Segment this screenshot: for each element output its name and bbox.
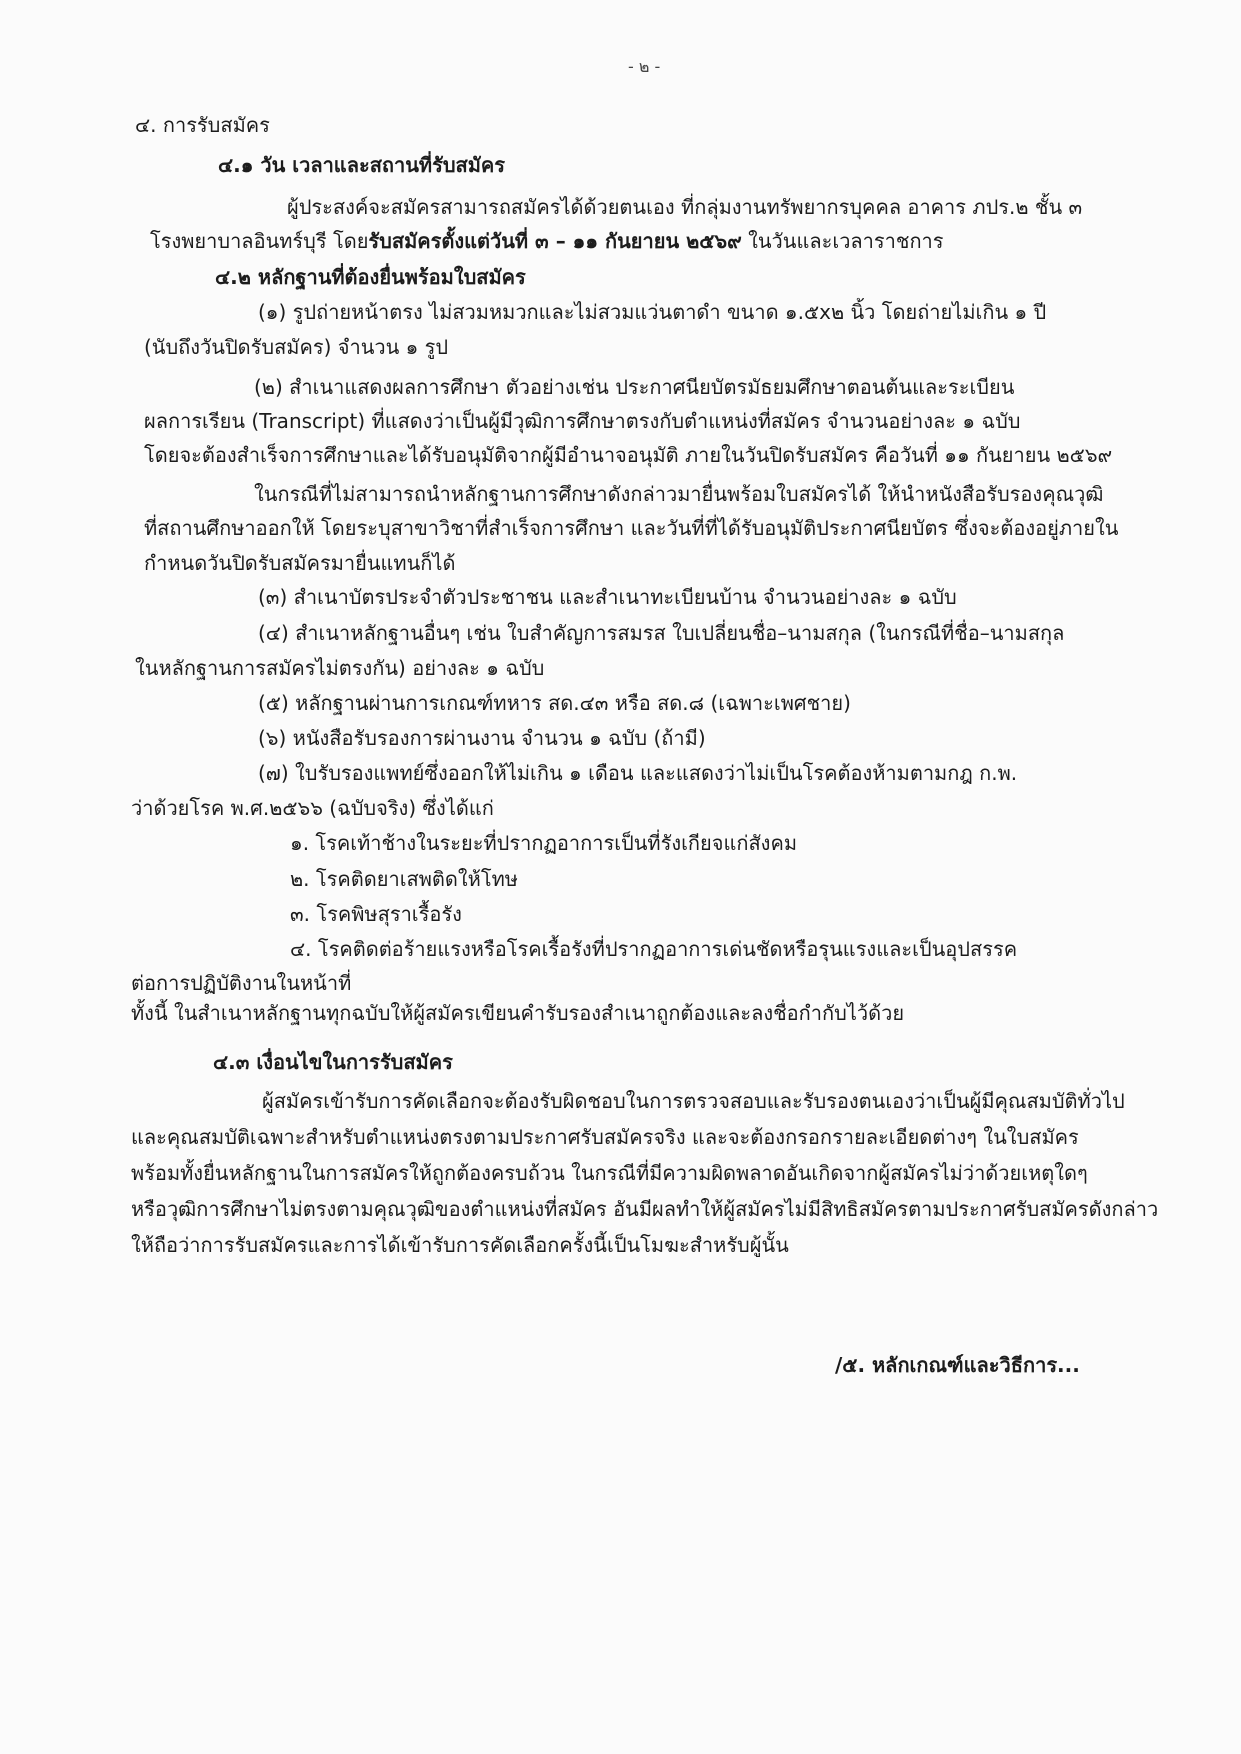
item-5: (๕) หลักฐานผ่านการเกณฑ์ทหาร สด.๔๓ หรือ สด.๘ (เฉพาะเพศชาย) — [258, 691, 851, 715]
section-4-1-line1: ผู้ประสงค์จะสมัครสามารถสมัครได้ด้วยตนเอง ที่กลุ่มงานทรัพยากรบุคคล อาคาร ภปร.๒ ชั้น ๓ — [287, 195, 1083, 219]
item-3: (๓) สำเนาบัตรประจำตัวประชาชน และสำเนาทะเบียนบ้าน จำนวนอย่างละ ๑ ฉบับ — [258, 585, 957, 609]
section-4-3-line1: ผู้สมัครเข้ารับการคัดเลือกจะต้องรับผิดชอบในการตรวจสอบและรับรองตนเองว่าเป็นผู้มีคุณสมบัติทั่วไป — [262, 1089, 1125, 1113]
section-4-1-line2 — [150, 226, 944, 256]
section-4-3-line4: หรือวุฒิการศึกษาไม่ตรงตามคุณวุฒิของตำแหน่งที่สมัคร อันมีผลทำให้ผู้สมัครไม่มีสิทธิสมัครตามประกาศรับสมัครดังกล่าว — [131, 1197, 1159, 1221]
page-number: - ๒ - — [628, 57, 661, 76]
item-1-line2: (นับถึงวันปิดรับสมัคร) จำนวน ๑ รูป — [144, 335, 449, 359]
section-4-1-line2-start: โรงพยาบาลอินทร์บุรี โดย — [150, 229, 369, 253]
disease-4-line1: ๔. โรคติดต่อร้ายแรงหรือโรคเรื้อรังที่ปรากฏอาการเด่นชัดหรือรุนแรงและเป็นอุปสรรค — [290, 937, 1018, 961]
section-4-3-line3: พร้อมทั้งยื่นหลักฐานในการสมัครให้ถูกต้องครบถ้วน ในกรณีที่มีความผิดพลาดอันเกิดจากผู้สมัครไม่ว่าด้วยเหตุใดๆ — [131, 1161, 1088, 1185]
disease-1: ๑. โรคเท้าช้างในระยะที่ปรากฏอาการเป็นที่รังเกียจแก่สังคม — [290, 831, 798, 855]
disease-2: ๒. โรคติดยาเสพติดให้โทษ — [290, 867, 518, 891]
item-6: (๖) หนังสือรับรองการผ่านงาน จำนวน ๑ ฉบับ (ถ้ามี) — [258, 726, 706, 750]
certification-note: ทั้งนี้ ในสำเนาหลักฐานทุกฉบับให้ผู้สมัครเขียนคำรับรองสำเนาถูกต้องและลงชื่อกำกับไว้ด้วย — [131, 1001, 905, 1025]
item-1-line1: (๑) รูปถ่ายหน้าตรง ไม่สวมหมวกและไม่สวมแว่นตาดำ ขนาด ๑.๕x๒ นิ้ว โดยถ่ายไม่เกิน ๑ ปี — [258, 300, 1047, 324]
section-heading: ๔. การรับสมัคร — [135, 113, 270, 137]
section-4-1-title: ๔.๑ วัน เวลาและสถานที่รับสมัคร — [218, 153, 506, 177]
application-period: รับสมัครตั้งแต่วันที่ ๓ – ๑๑ กันยายน ๒๕๖๙ — [368, 229, 742, 253]
item-7-line2: ว่าด้วยโรค พ.ศ.๒๕๖๖ (ฉบับจริง) ซึ่งได้แก่ — [131, 796, 494, 820]
item-2-line4: ในกรณีที่ไม่สามารถนำหลักฐานการศึกษาดังกล่าวมายื่นพร้อมใบสมัครได้ ให้นำหนังสือรับรองคุณวุฒิ — [254, 482, 1104, 506]
item-2-line5: ที่สถานศึกษาออกให้ โดยระบุสาขาวิชาที่สำเร็จการศึกษา และวันที่ที่ได้รับอนุมัติประกาศนียบัตร ซึ่งจะต้องอยู่ภายใน — [144, 516, 1119, 540]
item-2-line3: โดยจะต้องสำเร็จการศึกษาและได้รับอนุมัติจากผู้มีอำนาจอนุมัติ ภายในวันปิดรับสมัคร คือวันที่ ๑๑ กันยายน ๒๕๖๙ — [144, 443, 1113, 467]
item-4-line2: ในหลักฐานการสมัครไม่ตรงกัน) อย่างละ ๑ ฉบับ — [135, 656, 545, 680]
section-4-3-line2: และคุณสมบัติเฉพาะสำหรับตำแหน่งตรงตามประกาศรับสมัครจริง และจะต้องกรอกรายละเอียดต่างๆ ในใบสมัคร — [131, 1125, 1079, 1149]
item-4-line1: (๔) สำเนาหลักฐานอื่นๆ เช่น ใบสำคัญการสมรส ใบเปลี่ยนชื่อ–นามสกุล (ในกรณีที่ชื่อ–นามสกุล — [258, 621, 1065, 645]
item-2-line2: ผลการเรียน (Transcript) ที่แสดงว่าเป็นผู้มีวุฒิการศึกษาตรงกับตำแหน่งที่สมัคร จำนวนอย่างละ ๑ ฉบับ — [144, 409, 1021, 433]
section-4-3-line5: ให้ถือว่าการรับสมัครและการได้เข้ารับการคัดเลือกครั้งนี้เป็นโมฆะสำหรับผู้นั้น — [131, 1233, 789, 1257]
item-2-line6: กำหนดวันปิดรับสมัครมายื่นแทนก็ได้ — [144, 551, 456, 575]
disease-4-line2: ต่อการปฏิบัติงานในหน้าที่ — [131, 971, 352, 995]
section-4-3-title: ๔.๓ เงื่อนไขในการรับสมัคร — [213, 1050, 453, 1074]
disease-3: ๓. โรคพิษสุราเรื้อรัง — [290, 902, 462, 926]
section-4-1-line2-end: ในวันและเวลาราชการ — [741, 229, 944, 253]
continuation-note: /๕. หลักเกณฑ์และวิธีการ... — [835, 1353, 1080, 1377]
section-4-2-title: ๔.๒ หลักฐานที่ต้องยื่นพร้อมใบสมัคร — [215, 265, 526, 289]
item-2-line1: (๒) สำเนาแสดงผลการศึกษา ตัวอย่างเช่น ประกาศนียบัตรมัธยมศึกษาตอนต้นและระเบียน — [254, 375, 1015, 399]
item-7-line1: (๗) ใบรับรองแพทย์ซึ่งออกให้ไม่เกิน ๑ เดือน และแสดงว่าไม่เป็นโรคต้องห้ามตามกฎ ก.พ. — [258, 761, 1018, 785]
